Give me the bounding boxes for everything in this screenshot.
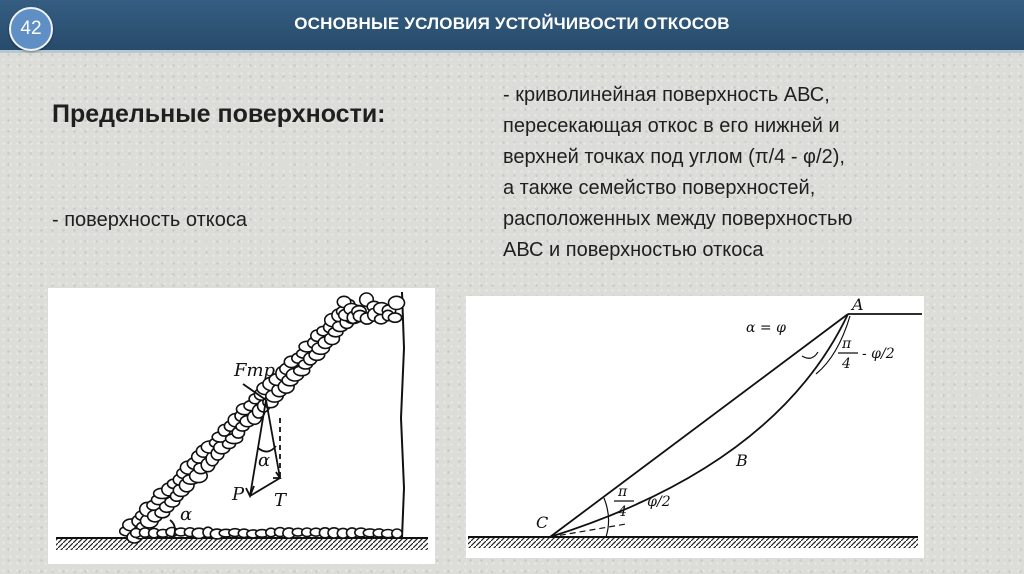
granular-slope-drawing bbox=[48, 288, 435, 564]
section-heading: Предельные поверхности: bbox=[52, 100, 386, 128]
slide-number-badge: 42 bbox=[9, 7, 53, 51]
tangent-dashed bbox=[550, 524, 626, 537]
slope-surface-item: - поверхность откоса bbox=[52, 209, 247, 231]
phi-half-top-label: - φ/2 bbox=[862, 346, 895, 362]
point-c-label: C bbox=[536, 513, 549, 532]
pebble bbox=[392, 529, 402, 538]
top-angle-arc bbox=[802, 352, 818, 358]
four-top-label: 4 bbox=[842, 356, 851, 372]
phi-half-bottom-label: - φ/2 bbox=[638, 494, 671, 510]
pebble bbox=[389, 296, 405, 309]
sliding-surface-drawing bbox=[466, 296, 924, 558]
description-line: расположенных между поверхностью bbox=[503, 208, 853, 230]
curved-surface-description bbox=[503, 80, 973, 266]
pi-top-label: π bbox=[842, 336, 852, 352]
description-line: верхней точках под углом (π/4 - φ/2), bbox=[503, 146, 845, 168]
friction-force-label: Fтр bbox=[234, 360, 276, 381]
pebble bbox=[388, 313, 401, 322]
alpha-top-label: α bbox=[258, 450, 271, 471]
description-line: АВС и поверхностью откоса bbox=[503, 239, 764, 261]
description-line: а также семейство поверхностей, bbox=[503, 177, 816, 199]
granular-slope-figure bbox=[48, 288, 435, 564]
alpha-bottom-label: α bbox=[180, 504, 193, 525]
slope-line bbox=[550, 314, 848, 537]
ground-hatch bbox=[56, 538, 428, 550]
pi-bottom-label: π bbox=[618, 484, 628, 500]
tangential-label: T bbox=[274, 490, 287, 511]
ground-hatch bbox=[468, 537, 918, 548]
weight-label: P bbox=[232, 484, 245, 505]
sliding-surface-figure bbox=[466, 296, 924, 558]
four-bottom-label: 4 bbox=[618, 504, 627, 520]
title-bar bbox=[0, 0, 1024, 53]
alpha-phi-label: α = φ bbox=[746, 320, 786, 336]
description-line: пересекающая откос в его нижней и bbox=[503, 115, 840, 137]
retaining-wall bbox=[401, 292, 404, 538]
slide-title: ОСНОВНЫЕ УСЛОВИЯ УСТОЙЧИВОСТИ ОТКОСОВ bbox=[294, 14, 730, 33]
point-a-label: A bbox=[852, 296, 864, 314]
description-line: - криволинейная поверхность АВС, bbox=[503, 84, 830, 106]
point-b-label: B bbox=[736, 451, 748, 470]
